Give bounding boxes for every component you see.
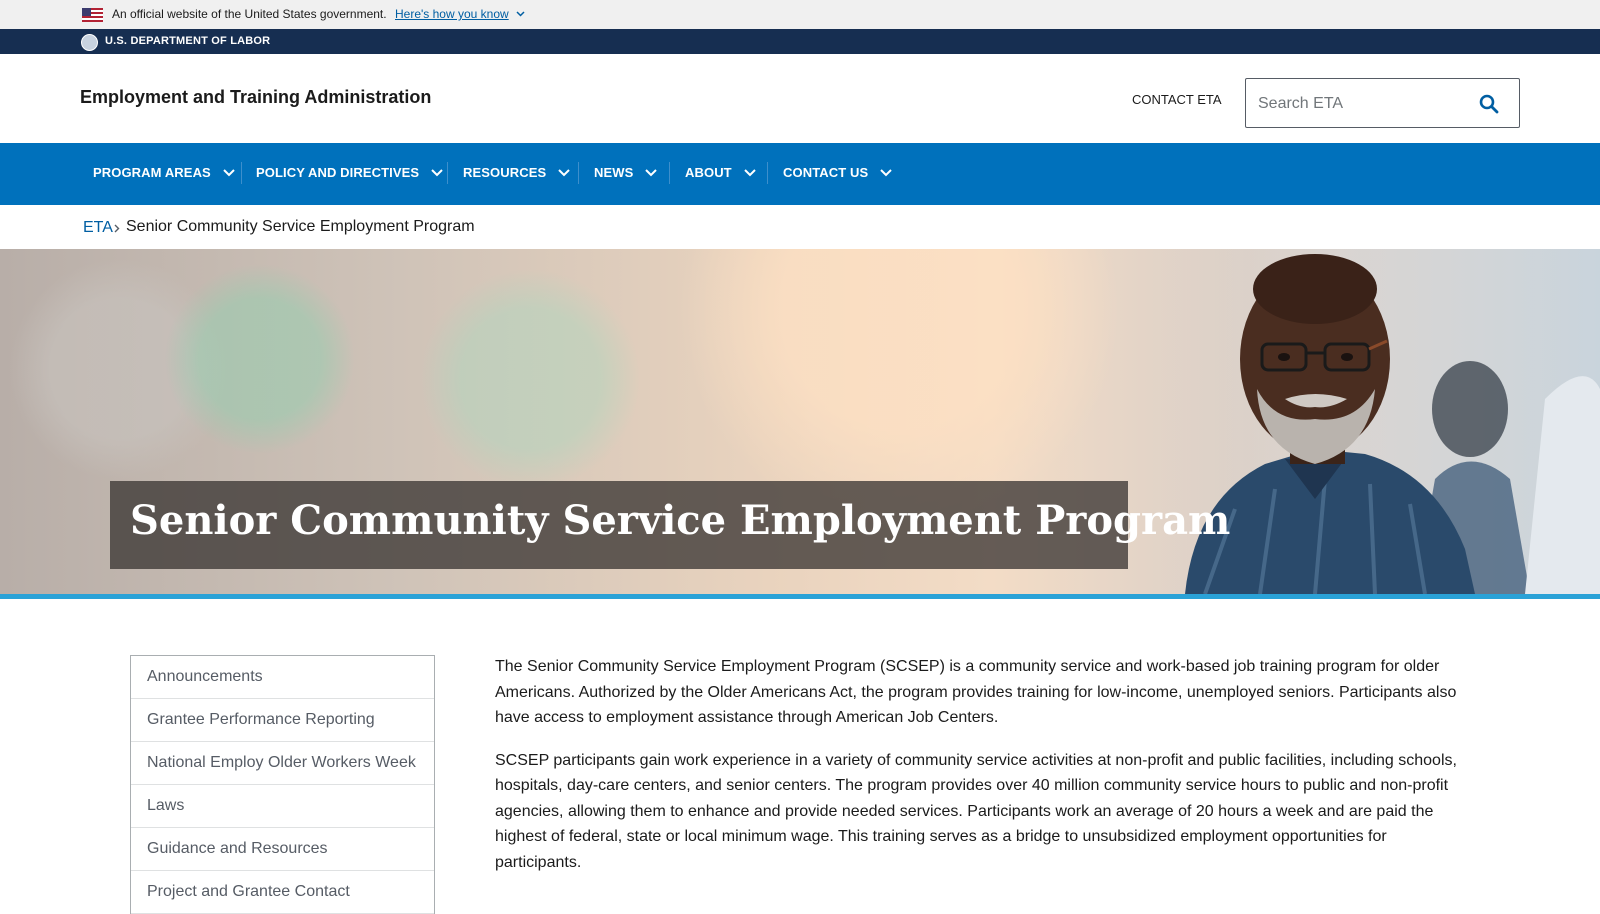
nav-label: CONTACT US [783,165,869,180]
us-flag-icon [82,8,103,22]
page-title: Senior Community Service Employment Program [130,497,1231,544]
nav-label: PROGRAM AREAS [93,165,211,180]
agency-bar [0,29,1600,54]
nav-divider [578,162,579,184]
site-title[interactable]: Employment and Training Administration [80,87,432,107]
nav-label: RESOURCES [463,165,547,180]
side-nav-grantee-performance-reporting[interactable]: Grantee Performance Reporting [131,699,434,742]
hero-banner [0,249,1600,594]
chevron-down-icon [744,169,756,177]
side-nav-laws[interactable]: Laws [131,785,434,828]
hero-title-band [110,481,1231,569]
nav-label: ABOUT [685,165,732,180]
breadcrumb [0,205,1600,249]
search-input[interactable] [1258,91,1468,117]
search-box [1245,78,1520,128]
side-nav-announcements[interactable]: Announcements [131,656,434,699]
search-icon[interactable] [1478,93,1500,115]
nav-program-areas[interactable] [93,165,235,180]
chevron-down-icon [558,169,570,177]
nav-resources[interactable] [463,165,570,180]
side-nav-guidance-and-resources[interactable]: Guidance and Resources [131,828,434,871]
chevron-right-icon [114,224,120,233]
nav-label: POLICY AND DIRECTIVES [256,165,420,180]
chevron-down-icon[interactable] [516,11,525,17]
dol-seal-icon [81,34,98,51]
heres-how-you-know-link[interactable]: Here's how you know [395,7,509,21]
nav-contact-us[interactable] [783,165,892,180]
nav-about[interactable] [685,165,756,180]
side-nav-project-and-grantee-contact[interactable]: Project and Grantee Contact [131,871,434,914]
official-gov-banner [0,0,1600,29]
side-nav-employ-older-workers-week[interactable]: National Employ Older Workers Week [131,742,434,785]
nav-divider [767,162,768,184]
contact-eta-link[interactable]: CONTACT ETA [1132,92,1222,107]
agency-name: U.S. DEPARTMENT OF LABOR [105,35,271,47]
main-content [495,654,1460,892]
chevron-down-icon [431,169,443,177]
breadcrumb-current: Senior Community Service Employment Program [126,218,475,235]
hero-divider [0,594,1600,599]
nav-label: NEWS [594,165,634,180]
gov-banner-text: An official website of the United States government. [112,7,387,21]
body-paragraph: SCSEP participants gain work experience in a variety of community service activities at non-profit and public facilities, including schools, hospitals, day-care centers, and senior centers. The program provides over 40 million community service hours to public and non-profit agencies, allowing them to enhance and provide needed services. Participants work an average of 20 hours a week and are paid the highest of federal, state or local minimum wage. This training serves as a bridge to unsubsidized employment opportunities for participants. [495,751,1457,871]
chevron-down-icon [645,169,657,177]
main-nav [0,143,1600,205]
side-nav [130,655,435,914]
intro-paragraph: The Senior Community Service Employment Program (SCSEP) is a community service and work-based job training program for older Americans. Authorized by the Older Americans Act, the program provides training for low-income, unemployed seniors. Participants also have access to employment assistance through American Job Centers. [495,658,1457,726]
chevron-down-icon [880,169,892,177]
nav-news[interactable] [594,165,657,180]
nav-policy-and-directives[interactable] [256,165,443,180]
chevron-down-icon [223,169,235,177]
site-header [0,54,1600,143]
nav-divider [447,162,448,184]
breadcrumb-home-link[interactable]: ETA [83,219,113,236]
nav-divider [241,162,242,184]
nav-divider [669,162,670,184]
